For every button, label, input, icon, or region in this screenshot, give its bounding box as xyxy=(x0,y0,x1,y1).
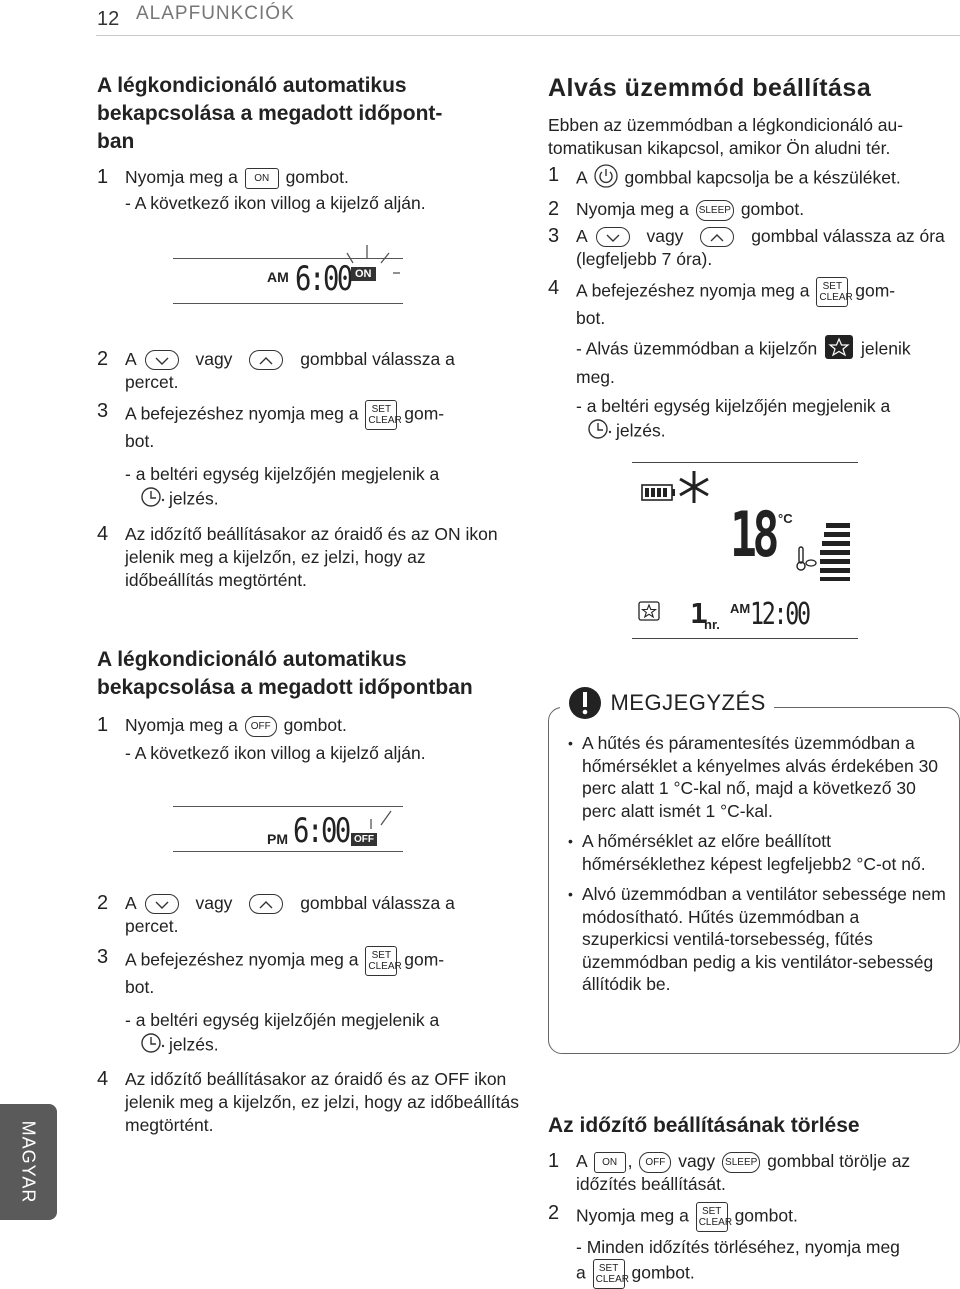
section-on-steps xyxy=(97,348,517,592)
temperature-readout: 18 xyxy=(730,498,776,571)
clock-readout: 12:00 xyxy=(750,597,809,632)
sleep-step-2: 2 Nyomja meg a SLEEP gombot. xyxy=(548,198,805,220)
set-clear-button-icon: SET CLEAR xyxy=(696,1202,728,1232)
off-button-icon: OFF xyxy=(245,716,277,737)
set-clear-button-icon: SET CLEAR xyxy=(593,1259,625,1289)
fan-speed-bars-icon xyxy=(820,523,850,581)
lcd-time: 6:00 xyxy=(295,259,351,299)
page-number: 12 xyxy=(97,8,120,30)
section-sleep-mode xyxy=(548,72,958,446)
section-off-steps xyxy=(97,892,537,1137)
indoor-temp-icon xyxy=(796,545,818,573)
step-1-note: - A következő ikon villog a kijelző alján. xyxy=(125,743,426,763)
timer-clock-icon xyxy=(586,418,614,446)
sleep-heading: Alvás üzemmód beállítása xyxy=(548,74,872,102)
sleep-button-icon: SLEEP xyxy=(722,1152,760,1173)
down-arrow-button-icon xyxy=(145,350,179,370)
step-2: 2 A vagy gombbal válassza a percet. xyxy=(97,892,455,936)
off-button-icon: OFF xyxy=(639,1152,671,1173)
cancel-step-2-note: - Minden időzítés törléséhez, nyomja meg a SET CLEAR gombot. xyxy=(548,1236,958,1289)
step-3-note: - a beltéri egység kijelzőjén megjelenik a jelzés. xyxy=(97,463,517,514)
blink-rays-icon xyxy=(345,245,401,275)
set-clear-button-icon: SET CLEAR xyxy=(365,946,397,976)
language-tab xyxy=(0,1104,57,1220)
sleep-step-4-note-2: - a beltéri egység kijelzőjén megjelenik a jelzés. xyxy=(548,395,958,446)
header-divider xyxy=(96,35,960,36)
section-off-heading: A légkondicionáló automatikus bekapcsolása a megadott időpontban xyxy=(97,648,473,699)
lcd-off-tag: OFF xyxy=(351,833,377,846)
sleep-step-3: 3 A vagy gombbal válassza az óra (legfeljebb 7 óra). xyxy=(548,225,945,269)
battery-level-icon xyxy=(641,483,677,503)
note-item: • A hőmérséklet az előre beállított hőmérséklethez képest legfeljebb2 °C-ot nő. xyxy=(568,830,948,875)
lcd-on-tag: ON xyxy=(351,267,376,281)
section-header-title: ALAPFUNKCIÓK xyxy=(136,3,295,24)
power-button-icon xyxy=(594,164,618,194)
sleep-star-icon xyxy=(824,334,854,366)
section-on-heading: A légkondicionáló automatikus bekapcsolása a megadott időpont- ban xyxy=(97,74,443,153)
lcd-timer-off xyxy=(173,806,403,852)
sleep-star-icon xyxy=(638,601,660,621)
section-timer-off xyxy=(97,646,537,765)
set-clear-button-icon: SET CLEAR xyxy=(816,277,848,307)
set-clear-button-icon: SET CLEAR xyxy=(365,400,397,430)
note-header xyxy=(560,686,774,720)
up-arrow-button-icon xyxy=(700,227,734,247)
cancel-heading: Az időzítő beállításának törlése xyxy=(548,1114,860,1137)
sleep-button-icon: SLEEP xyxy=(696,200,734,221)
step-4: 4 Az időzítő beállításakor az óraidő és az ON ikon jelenik meg a kijelzőn, ez jelzi, hogy az időbeállítás megtörtént. xyxy=(97,523,498,590)
section-timer-on xyxy=(97,72,517,215)
down-arrow-button-icon xyxy=(145,894,179,914)
step-1: 1 Nyomja meg a OFF gombot. xyxy=(97,714,347,736)
sleep-intro: Ebben az üzemmódban a légkondicionáló au- tomatikusan kikapcsol, amikor Ön aludni tér. xyxy=(548,115,904,158)
cancel-step-2: 2 Nyomja meg a SET CLEAR gombot. xyxy=(548,1202,958,1232)
timer-clock-icon xyxy=(139,486,167,514)
lcd-time: 6:00 xyxy=(293,811,349,851)
indoor-unit-display xyxy=(632,462,858,639)
sleep-step-1: 1 A gombbal kapcsolja be a készüléket. xyxy=(548,164,958,194)
hours-label: hr. xyxy=(704,617,720,632)
note-list xyxy=(568,732,948,1004)
section-cancel-timer xyxy=(548,1112,958,1289)
lcd-ampm: AM xyxy=(267,269,289,285)
step-3: 3 A befejezéshez nyomja meg a SET CLEAR gom- bot. xyxy=(97,400,445,451)
step-1-note: - A következő ikon villog a kijelző alján. xyxy=(125,193,426,213)
note-item: • A hűtés és páramentesítés üzemmódban a hőmérséklet a kényelmes alvás érdekében 30 perc alatt 1 °C-kal nő, majd a következő 30 perc alatt ismét 1 °C-kal. xyxy=(568,732,948,822)
sleep-step-4: 4 A befejezéshez nyomja meg a SET CLEAR gom- bot. xyxy=(548,277,896,328)
language-tab-label: MAGYAR xyxy=(18,1120,39,1204)
exclamation-icon xyxy=(568,686,602,720)
cancel-step-1: 1 A ON , OFF vagy SLEEP gombbal törölje az időzítés beállítását. xyxy=(548,1150,911,1194)
timer-clock-icon xyxy=(139,1032,167,1060)
note-item: • Alvó üzemmódban a ventilátor sebessége nem módosítható. Hűtés üzemmódban a szuperkicsi ventilá-torsebesség, fűtés üzemmódban pedig a kis ventilátor-sebesség állítódik be. xyxy=(568,883,948,996)
step-3: 3 A befejezéshez nyomja meg a SET CLEAR gom- bot. xyxy=(97,946,445,997)
on-button-icon: ON xyxy=(245,168,279,189)
clock-ampm: AM xyxy=(730,601,751,616)
blink-rays-icon xyxy=(369,807,403,837)
lcd-ampm: PM xyxy=(267,831,288,847)
down-arrow-button-icon xyxy=(596,227,630,247)
up-arrow-button-icon xyxy=(249,894,283,914)
step-4: 4 Az időzítő beállításakor az óraidő és az OFF ikon jelenik meg a kijelzőn, ez jelzi, hogy az időbeállítás megtörtént. xyxy=(97,1068,519,1135)
step-2: 2 A vagy gombbal válassza a percet. xyxy=(97,348,455,392)
cooling-snowflake-icon xyxy=(676,469,712,505)
temperature-unit: °C xyxy=(778,511,793,526)
step-1: 1 Nyomja meg a ON gombot. xyxy=(97,166,349,188)
step-3-note: - a beltéri egység kijelzőjén megjelenik a jelzés. xyxy=(97,1009,537,1060)
sleep-step-4-note-1: - Alvás üzemmódban a kijelzőn jelenik meg. xyxy=(548,334,958,389)
lcd-timer-on xyxy=(173,258,403,304)
sleep-hours-readout: 1 xyxy=(690,597,707,630)
note-title: MEGJEGYZÉS xyxy=(610,690,766,715)
up-arrow-button-icon xyxy=(249,350,283,370)
on-button-icon: ON xyxy=(594,1152,626,1173)
